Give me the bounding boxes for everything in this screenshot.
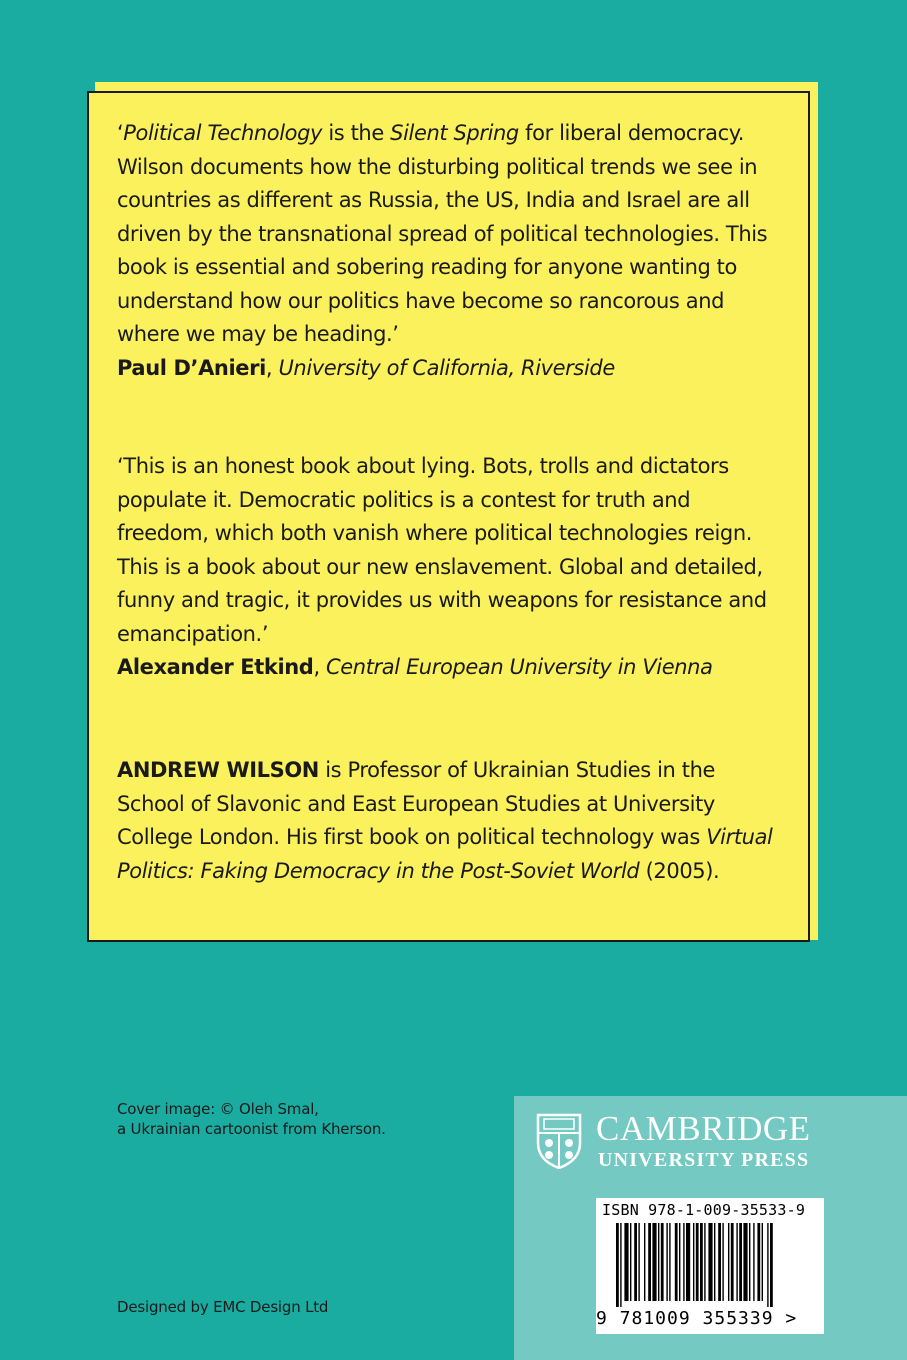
- barcode-bar: [648, 1223, 651, 1301]
- barcode-bar: [658, 1223, 659, 1301]
- blurb-1-body: Wilson documents how the disturbing political trends we see in countries as different as Russia, the US, India and Israel are all driven by the transnational spread of political technologies. This book is essential and sobering reading for anyone wanting to understand how our politics have become so rancorous and where we may be heading.’: [117, 154, 768, 346]
- barcode-bar: [736, 1223, 737, 1301]
- barcode-bar: [669, 1223, 670, 1301]
- book-title-political-technology: Political Technology: [123, 121, 323, 145]
- blurb-2-affiliation: Central European University in Vienna: [326, 655, 713, 679]
- author-bio: ANDREW WILSON is Professor of Ukrainian Studies in the School of Slavonic and East European Studies at University College London. His first book on political technology was Virtual Politics: Faking Democracy in the Post-Soviet World (2005).: [117, 758, 773, 883]
- barcode-bar: [683, 1223, 684, 1301]
- designer-credit: Designed by EMC Design Ltd: [117, 1298, 329, 1316]
- cambridge-shield-icon: [536, 1113, 582, 1169]
- isbn-barcode: [596, 1198, 824, 1334]
- blurb-2-body: ‘This is an honest book about lying. Bots, trolls and dictators populate it. Democratic politics is a contest for truth and freedom, which both vanish where political technologies reign. This is a book about our new enslavement. Global and detailed, funny and tragic, it provides us with weapons for resistance and emancipation.’: [117, 454, 767, 646]
- author-name: ANDREW WILSON: [117, 758, 319, 782]
- barcode-bar: [638, 1223, 639, 1301]
- barcode-bar: [666, 1223, 667, 1301]
- barcode-bar: [739, 1223, 742, 1301]
- blurb-quote-2: ‘This is an honest book about lying. Bots, trolls and dictators populate it. Democratic politics is a contest for truth and freedom, which both vanish where political technologies reign. This is a book about our new enslavement. Global and detailed, funny and tragic, it provides us with weapons for resistance and emancipation.’ Alexander Etkind, Central European University in Vienna: [117, 450, 787, 685]
- blurb-1-affiliation: University of California, Riverside: [278, 355, 615, 380]
- barcode-bar: [693, 1223, 694, 1301]
- barcode-digits: 9 781009 355339 >: [596, 1308, 798, 1329]
- barcode-bar: [714, 1223, 715, 1301]
- barcode-bar: [728, 1223, 729, 1301]
- barcode-bar: [616, 1223, 619, 1307]
- barcode-bar: [770, 1223, 773, 1307]
- bio-year: (2005).: [645, 858, 720, 883]
- cover-credit: Cover image: © Oleh Smal, a Ukrainian cartoonist from Kherson.: [117, 1100, 386, 1138]
- book-title-silent-spring: Silent Spring: [390, 121, 519, 145]
- barcode-bar: [661, 1223, 664, 1301]
- barcode-bar: [630, 1223, 631, 1301]
- barcode-bar: [644, 1223, 645, 1301]
- barcode-bar: [704, 1223, 705, 1301]
- blurb-1-author: Paul D’Anieri: [117, 355, 266, 380]
- publisher-name: CAMBRIDGE: [596, 1109, 811, 1148]
- publisher-press: UNIVERSITY PRESS: [598, 1149, 810, 1171]
- barcode-bar: [620, 1223, 621, 1307]
- barcode-bar: [634, 1223, 637, 1301]
- barcode-bar: [700, 1223, 703, 1301]
- blurb-2-author: Alexander Etkind: [117, 655, 314, 679]
- barcode-bar: [675, 1223, 678, 1301]
- barcode-bar: [679, 1223, 680, 1301]
- barcode-bars: [602, 1223, 818, 1307]
- barcode-bar: [743, 1223, 747, 1301]
- barcode-bar: [686, 1223, 690, 1301]
- barcode-bar: [696, 1223, 699, 1301]
- bio-book-title: Virtual Politics: Faking Democracy in the Post-Soviet World: [117, 825, 773, 883]
- barcode-bar: [652, 1223, 656, 1301]
- barcode-bar: [749, 1223, 750, 1301]
- barcode-bar: [753, 1223, 754, 1301]
- barcode-bar: [767, 1223, 768, 1307]
- barcode-bar: [708, 1223, 712, 1301]
- blurb-quote-1: ‘Political Technology is the Silent Spring for liberal democracy. Wilson documents how the disturbing political trends we see in countries as different as Russia, the US, India and Israel are all driven by the transnational spread of political technologies. This book is essential and sobering reading for anyone wanting to understand how our politics have become so rancorous and where we may be heading.’ Paul D’Anieri, University of California, Riverside: [117, 121, 768, 380]
- barcode-bar: [757, 1223, 760, 1301]
- barcode-bar: [731, 1223, 734, 1301]
- barcode-bar: [624, 1223, 628, 1301]
- barcode-bar: [762, 1223, 763, 1301]
- barcode-bar: [722, 1223, 723, 1301]
- barcode-bar: [718, 1223, 721, 1301]
- isbn-label: ISBN 978-1-009-35533-9: [602, 1201, 806, 1219]
- publisher-panel: [514, 1096, 907, 1360]
